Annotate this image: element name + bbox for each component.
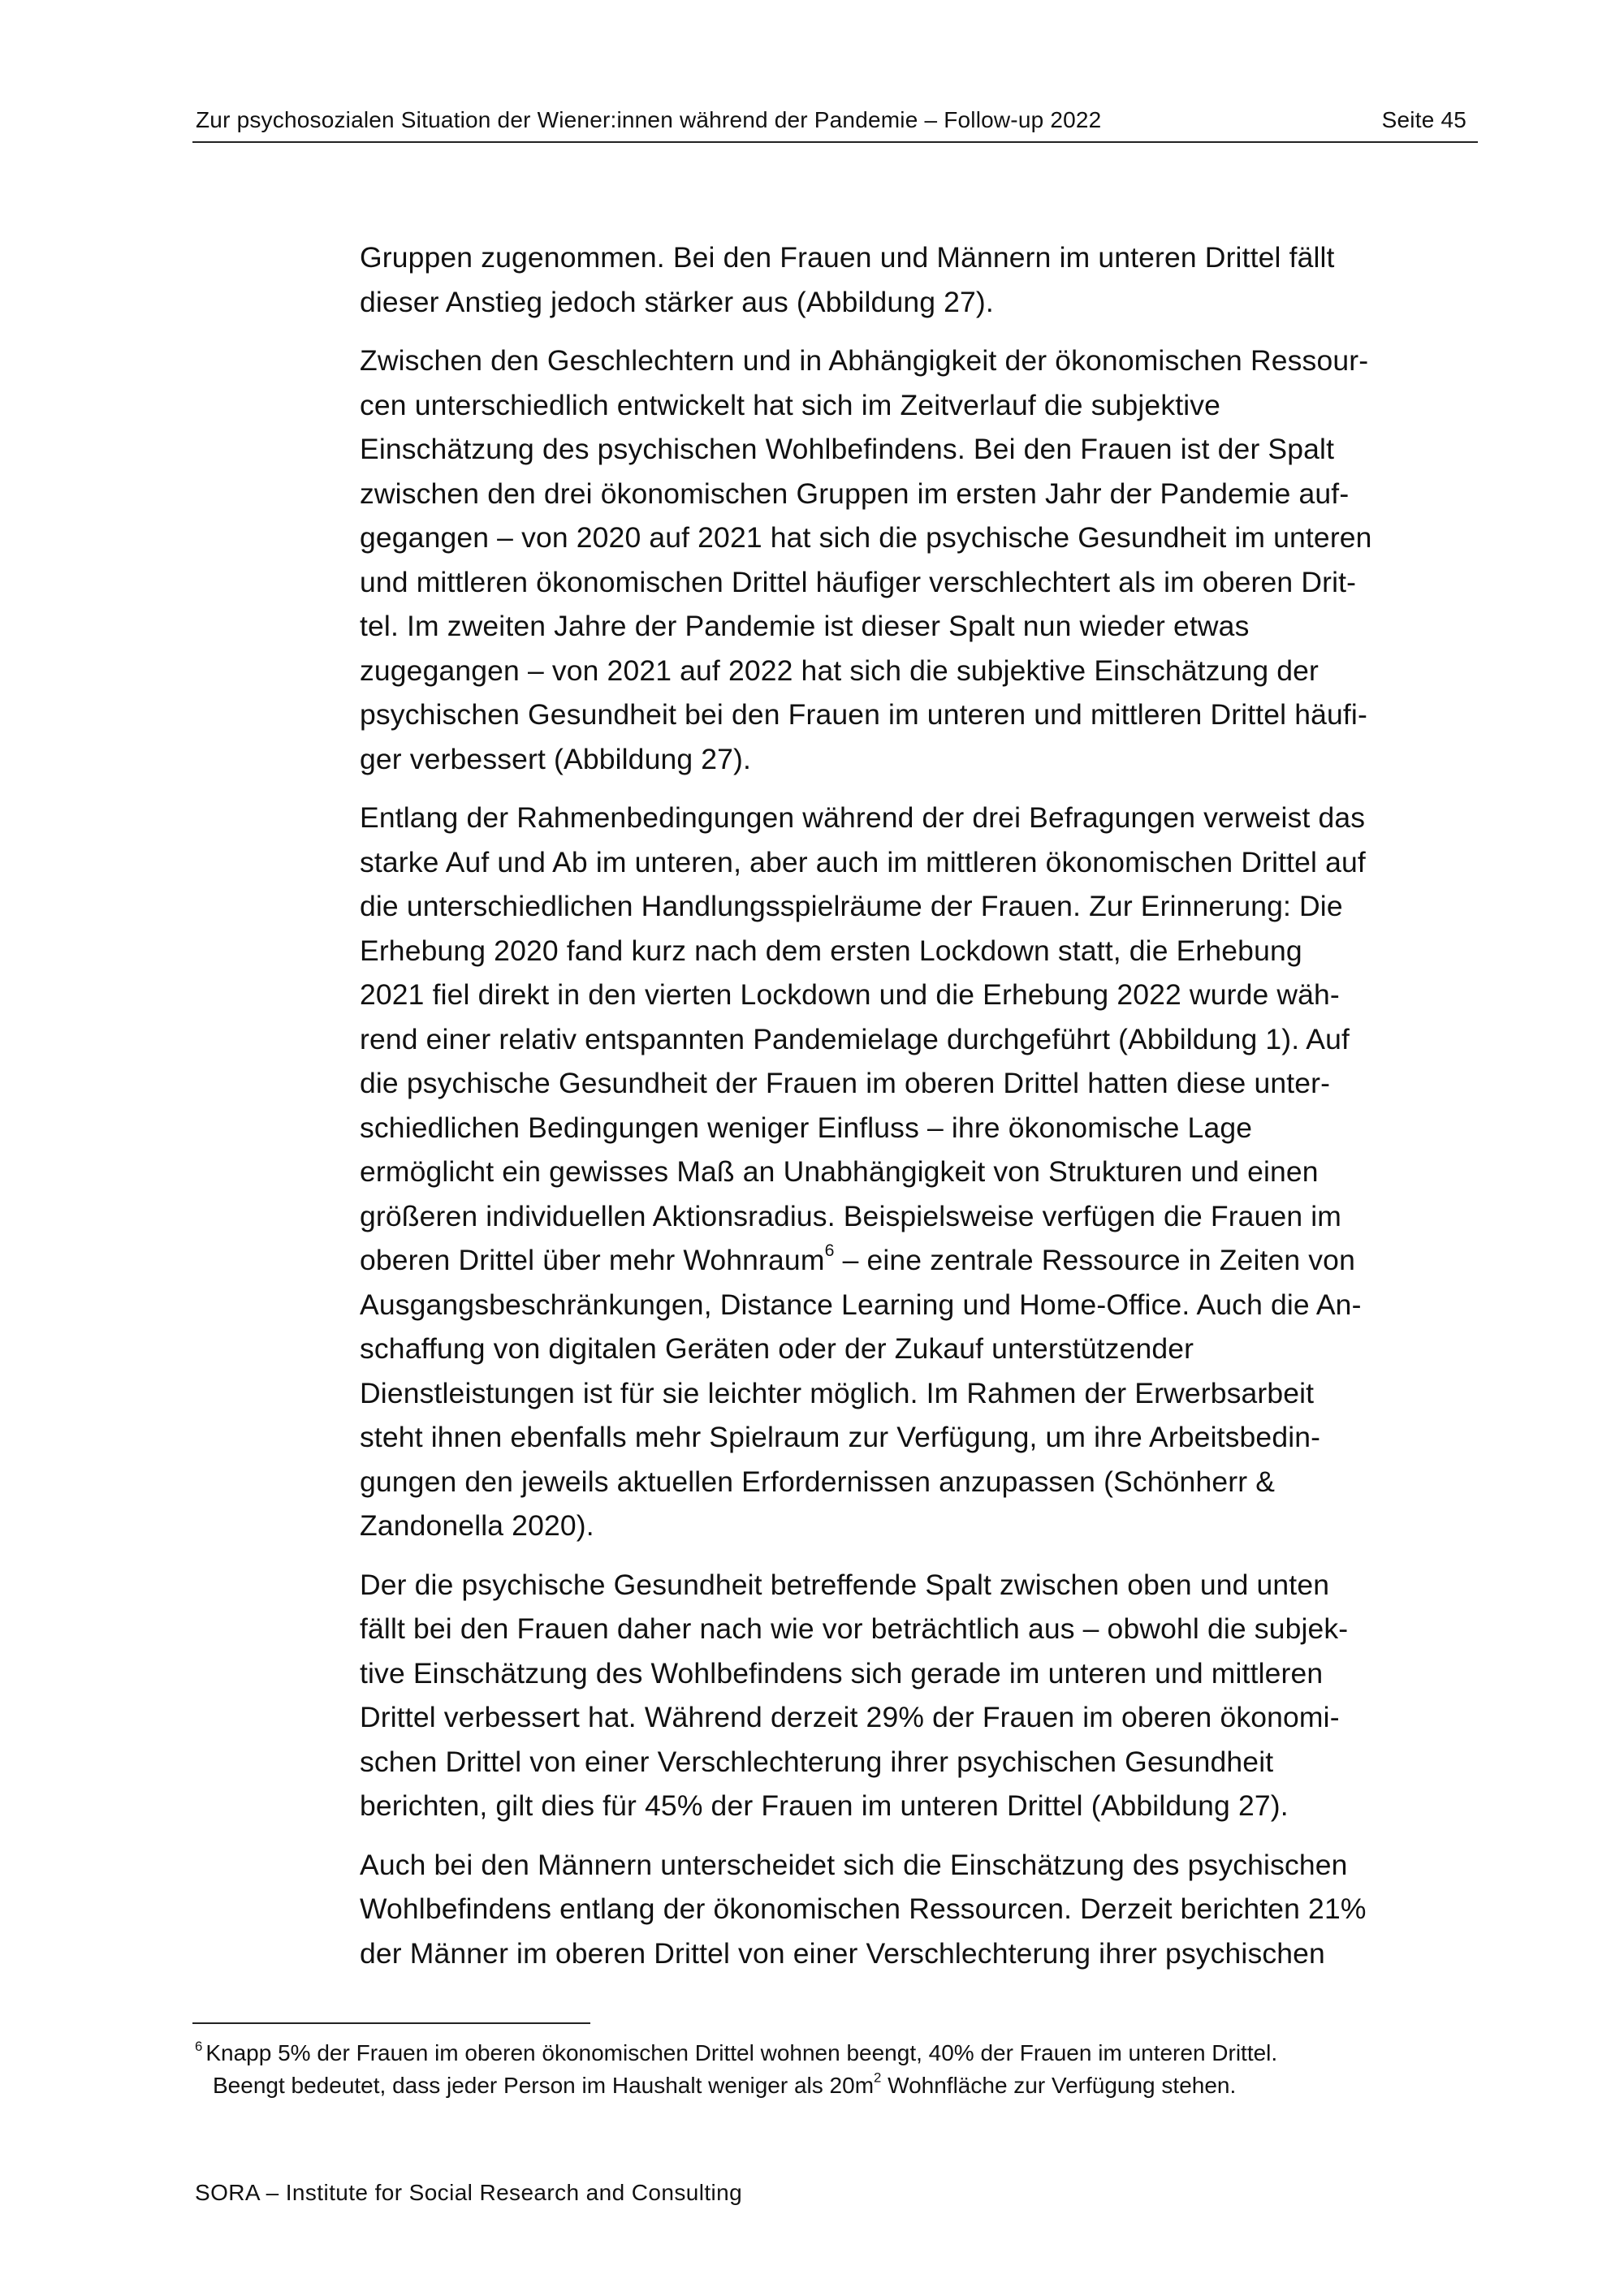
text-line: tel. Im zweiten Jahre der Pandemie ist dieser Spalt nun wieder etwas	[360, 610, 1250, 642]
paragraph-1	[360, 235, 1472, 324]
text-line: Zandonella 2020).	[360, 1509, 594, 1542]
text-line: und mittleren ökonomischen Drittel häufiger verschlechtert als im oberen Drit-	[360, 565, 1357, 598]
text-line: Auch bei den Männern unterscheidet sich die Einschätzung des psychischen	[360, 1848, 1348, 1881]
paragraph-2	[360, 339, 1472, 781]
text-line: Zwischen den Geschlechtern und in Abhängigkeit der ökonomischen Ressour-	[360, 344, 1369, 377]
text-line: Wohlbefindens entlang der ökonomischen Ressourcen. Derzeit berichten 21%	[360, 1892, 1367, 1925]
text-line: cen unterschiedlich entwickelt hat sich im Zeitverlauf die subjektive	[360, 388, 1221, 421]
text-line: Ausgangsbeschränkungen, Distance Learning und Home-Office. Auch die An-	[360, 1288, 1362, 1321]
footnote-text: Beengt bedeutet, dass jeder Person im Haushalt weniger als 20m	[213, 2073, 875, 2098]
text-fragment: oberen Drittel über mehr Wohnraum	[360, 1244, 825, 1276]
text-line: größeren individuellen Aktionsradius. Beispielsweise verfügen die Frauen im	[360, 1199, 1342, 1232]
page-footer: SORA – Institute for Social Research and Consulting	[195, 2180, 743, 2205]
text-line: die psychische Gesundheit der Frauen im oberen Drittel hatten diese unter-	[360, 1067, 1331, 1099]
text-line: Drittel verbessert hat. Während derzeit 29% der Frauen im oberen ökonomi-	[360, 1701, 1340, 1733]
text-line: Entlang der Rahmenbedingungen während der drei Befragungen verweist das	[360, 801, 1366, 834]
superscript-2: 2	[874, 2069, 882, 2086]
footnote-text: Knapp 5% der Frauen im oberen ökonomischen Drittel wohnen beengt, 40% der Frauen im unteren Drittel.	[205, 2040, 1278, 2065]
text-line: schen Drittel von einer Verschlechterung ihrer psychischen Gesundheit	[360, 1745, 1274, 1778]
text-line: 2021 fiel direkt in den vierten Lockdown und die Erhebung 2022 wurde wäh-	[360, 978, 1340, 1011]
text-line: Erhebung 2020 fand kurz nach dem ersten Lockdown statt, die Erhebung	[360, 934, 1302, 967]
text-line: berichten, gilt dies für 45% der Frauen im unteren Drittel (Abbildung 27).	[360, 1789, 1289, 1822]
text-line: tive Einschätzung des Wohlbefindens sich gerade im unteren und mittleren	[360, 1656, 1324, 1690]
paragraph-4	[360, 1563, 1472, 1828]
text-line: steht ihnen ebenfalls mehr Spielraum zur Verfügung, um ihre Arbeitsbedin-	[360, 1421, 1321, 1453]
text-line: rend einer relativ entspannten Pandemielage durchgeführt (Abbildung 1). Auf	[360, 1022, 1350, 1055]
text-line: schaffung von digitalen Geräten oder der Zukauf unterstützender	[360, 1332, 1194, 1365]
paragraph-5	[360, 1843, 1472, 1976]
footnote-line	[195, 2037, 1494, 2069]
text-line: starke Auf und Ab im unteren, aber auch im mittleren ökonomischen Drittel auf	[360, 845, 1366, 878]
text-line: ermöglicht ein gewisses Maß an Unabhängigkeit von Strukturen und einen	[360, 1155, 1319, 1188]
footnote-text: Wohnfläche zur Verfügung stehen.	[881, 2073, 1237, 2098]
footnote-separator	[192, 2022, 590, 2024]
text-line: schiedlichen Bedingungen weniger Einfluss – ihre ökonomische Lage	[360, 1111, 1253, 1144]
header-title: Zur psychosozialen Situation der Wiener:innen während der Pandemie – Follow-up 2022	[196, 107, 1102, 132]
text-line: Dienstleistungen ist für sie leichter möglich. Im Rahmen der Erwerbsarbeit	[360, 1376, 1315, 1409]
footnote-ref-6[interactable]: 6	[824, 1240, 835, 1260]
text-line: die unterschiedlichen Handlungsspielräume der Frauen. Zur Erinnerung: Die	[360, 890, 1343, 922]
text-line-with-footnote-ref	[360, 1238, 1472, 1283]
text-line: zugegangen – von 2021 auf 2022 hat sich die subjektive Einschätzung der	[360, 654, 1320, 687]
text-line: psychischen Gesundheit bei den Frauen im unteren und mittleren Drittel häufi-	[360, 698, 1367, 731]
footnote-number: 6	[195, 2039, 203, 2055]
text-line: zwischen den drei ökonomischen Gruppen im ersten Jahr der Pandemie auf-	[360, 477, 1350, 510]
footnote-6	[195, 2037, 1494, 2102]
page-header	[192, 99, 1478, 143]
text-line: der Männer im oberen Drittel von einer Verschlechterung ihrer psychischen	[360, 1936, 1325, 1970]
text-line: Gruppen zugenommen. Bei den Frauen und Männern im unteren Drittel fällt	[360, 241, 1335, 274]
page-number: Seite 45	[1381, 107, 1466, 132]
text-line: dieser Anstieg jedoch stärker aus (Abbildung 27).	[360, 285, 994, 318]
text-line: gegangen – von 2020 auf 2021 hat sich die psychische Gesundheit im unteren	[360, 521, 1372, 554]
paragraph-3	[360, 796, 1472, 1548]
text-line: gungen den jeweils aktuellen Erfordernissen anzupassen (Schönherr &	[360, 1465, 1276, 1498]
text-line: Einschätzung des psychischen Wohlbefindens. Bei den Frauen ist der Spalt	[360, 433, 1335, 465]
text-fragment: – eine zentrale Ressource in Zeiten von	[834, 1244, 1355, 1276]
footnote-line	[195, 2069, 1494, 2102]
text-line: ger verbessert (Abbildung 27).	[360, 742, 752, 775]
text-line: Der die psychische Gesundheit betreffende Spalt zwischen oben und unten	[360, 1568, 1330, 1601]
body-text	[360, 235, 1472, 1990]
text-line: fällt bei den Frauen daher nach wie vor beträchtlich aus – obwohl die subjek-	[360, 1612, 1349, 1645]
